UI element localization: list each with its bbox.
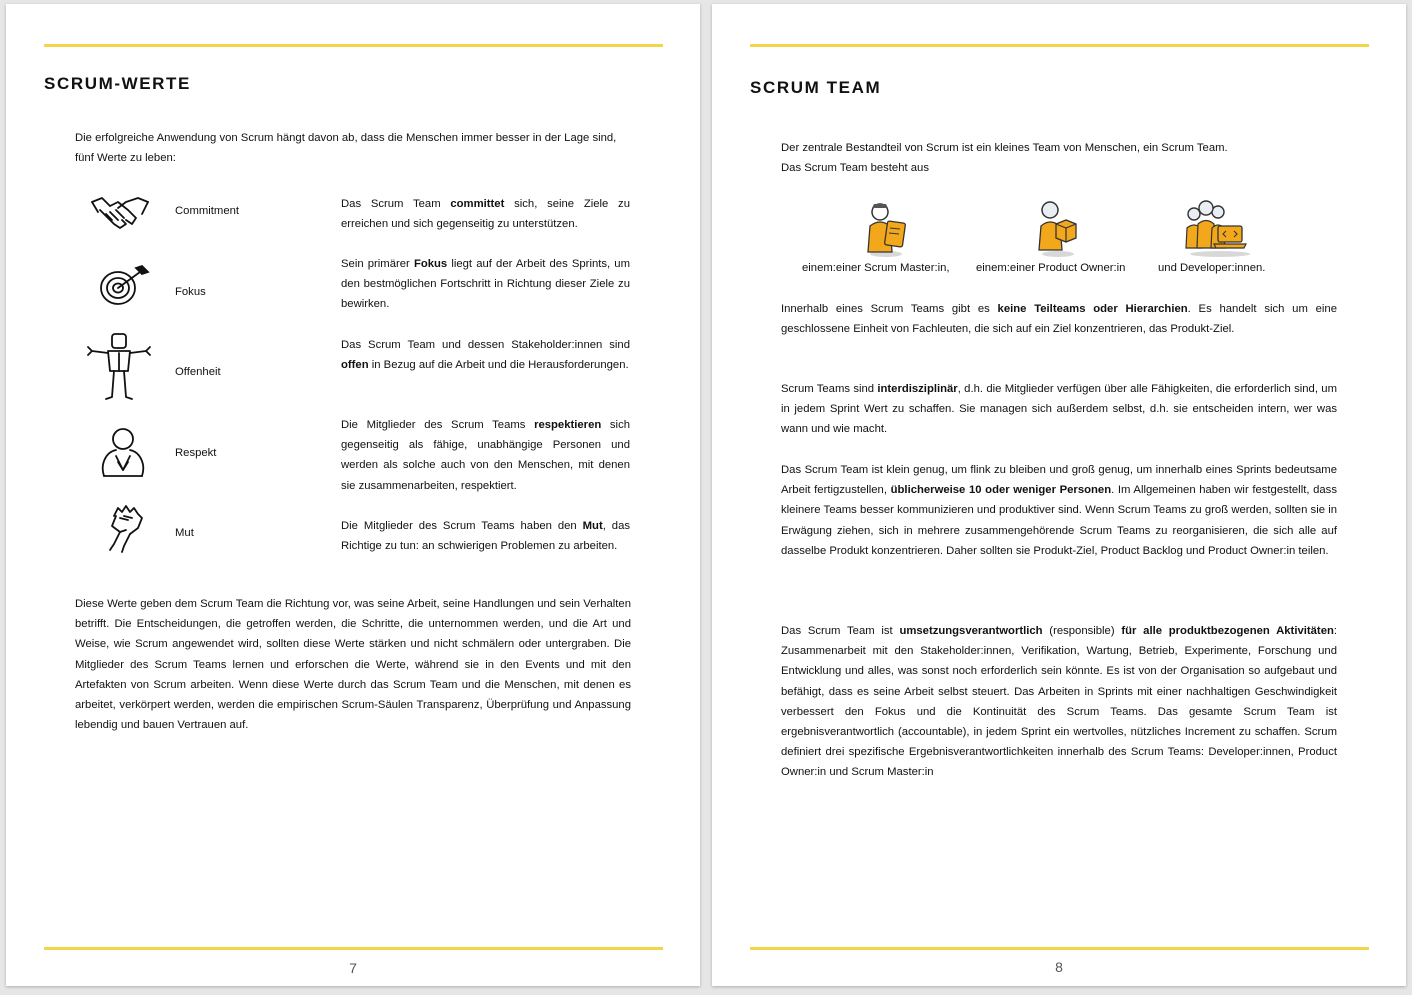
value-desc-fokus: Sein primärer Fokus liegt auf der Arbeit des Sprints, um den bestmöglichen Fortschritt in Richtung dieser Ziele zu bewirken. (341, 258, 630, 311)
paragraph-interdisciplinary: Scrum Teams sind interdisziplinär, d.h. die Mitglieder verfügen über alle Fähigkeiten, die erforderlich sind, um in jedem Sprint Wert zu schaffen. Sie managen sich außerdem selbst, d.h. sie entscheiden intern, wer was wann und wie macht. (781, 383, 1337, 436)
scrum-master-icon (864, 200, 910, 258)
bowing-person-icon (96, 426, 150, 480)
bottom-rule (750, 947, 1369, 950)
paragraph-team-size: Das Scrum Team ist klein genug, um flink zu bleiben und groß genug, um innerhalb eines Sprints bedeutsame Arbeit fertigzustellen, üblicherweise 10 oder weniger Personen. Im Allgemeinen haben wir festgestellt, dass kleinere Teams besser kommunizieren und produktiver sind. Wenn Scrum Teams zu groß werden, sollten sie in Erwägung ziehen, sich in mehrere zusammengehörende Scrum Teams zu reorganisieren, die sich alle auf dasselbe Produkt konzentrieren. Daher sollten sie Produkt-Ziel, Product Backlog und Product Owner:in teilen. (781, 464, 1337, 557)
closing-paragraph: Diese Werte geben dem Scrum Team die Richtung vor, was seine Arbeit, seine Handlungen und sein Verhalten betrifft. Die Entscheidungen, die getroffen werden, die Schritte, die unternommen werden, und die Art und Weise, wie Scrum angewendet wird, sollten diese Werte stärken und nicht schmälern oder untergraben. Die Mitglieder des Scrum Teams lernen und erforschen die Werte, während sie in den Events und mit den Artefakten von Scrum arbeiten. Wenn diese Werte durch das Scrum Team und die Menschen, mit denen es arbeitet, verkörpert werden, werden die empirischen Scrum-Säulen Transparenz, Überprüfung und Anpassung lebendig und bauen Vertrauen auf. (75, 598, 631, 732)
open-arms-person-icon (84, 331, 156, 403)
target-icon (96, 262, 152, 308)
handshake-icon (88, 188, 152, 234)
top-rule (44, 44, 663, 47)
raised-fist-icon (104, 502, 148, 554)
value-desc-respekt: Die Mitglieder des Scrum Teams respektieren sich gegenseitig als fähige, unabhängige Personen und werden als solche auch von den Menschen, mit denen sie zusammenarbeiten, respektiert. (341, 419, 630, 492)
intro-text: Die erfolgreiche Anwendung von Scrum hängt davon ab, dass die Menschen immer besser in der Lage sind, fünf Werte zu leben: (75, 132, 617, 165)
role-label-scrum-master: einem:einer Scrum Master:in, (802, 262, 950, 274)
intro-line-2: Das Scrum Team besteht aus (781, 162, 929, 174)
value-label-commitment: Commitment (175, 205, 240, 217)
page-number: 7 (349, 960, 357, 976)
value-desc-commitment: Das Scrum Team committet sich, seine Ziele zu erreichen und sich gegenseitig zu unterstützen. (341, 198, 630, 231)
intro-line-1: Der zentrale Bestandteil von Scrum ist ein kleines Team von Menschen, ein Scrum Team. (781, 142, 1228, 154)
page-title: SCRUM-WERTE (44, 74, 191, 93)
value-label-offenheit: Offenheit (175, 366, 221, 378)
value-desc-mut: Die Mitglieder des Scrum Teams haben den Mut, das Richtige zu tun: an schwierigen Problemen zu arbeiten. (341, 520, 631, 553)
top-rule (750, 44, 1369, 47)
paragraph-no-hierarchies: Innerhalb eines Scrum Teams gibt es keine Teilteams oder Hierarchien. Es handelt sich um eine geschlossene Einheit von Fachleuten, die sich auf ein Ziel konzentrieren, das Produkt-Ziel. (781, 303, 1337, 336)
role-label-product-owner: einem:einer Product Owner:in (976, 262, 1126, 274)
right-page (712, 4, 1406, 986)
role-label-developers: und Developer:innen. (1158, 262, 1266, 274)
product-owner-icon (1036, 200, 1082, 258)
value-desc-offenheit: Das Scrum Team und dessen Stakeholder:innen sind offen in Bezug auf die Arbeit und die Herausforderungen. (341, 339, 630, 372)
page-number: 8 (1055, 959, 1063, 975)
value-label-fokus: Fokus (175, 286, 206, 298)
left-page (6, 4, 700, 986)
value-label-mut: Mut (175, 527, 194, 539)
bottom-rule (44, 947, 663, 950)
page-title: SCRUM TEAM (750, 78, 882, 97)
value-label-respekt: Respekt (175, 447, 217, 459)
paragraph-responsibility: Das Scrum Team ist umsetzungsverantwortlich (responsible) für alle produktbezogenen Aktivitäten: Zusammenarbeit mit den Stakeholder:innen, Verifikation, Wartung, Betrieb, Experimente, Forschung und Entwicklung und alles, was sonst noch erforderlich sein könnte. Es ist von der Organisation so aufgebaut und befähigt, dass es seine Arbeit selbst steuert. Das Arbeiten in Sprints mit einer nachhaltigen Geschwindigkeit verbessert den Fokus und die Kontinuität des Scrum Teams. Das gesamte Scrum Team ist ergebnisverantwortlich (accountable), in jedem Sprint ein wertvolles, nützliches Increment zu schaffen. Scrum definiert drei spezifische Ergebnisverantwortlichkeiten innerhalb des Scrum Teams: Developer:innen, Product Owner:in und Scrum Master:in (781, 625, 1338, 779)
developers-icon (1184, 198, 1254, 258)
